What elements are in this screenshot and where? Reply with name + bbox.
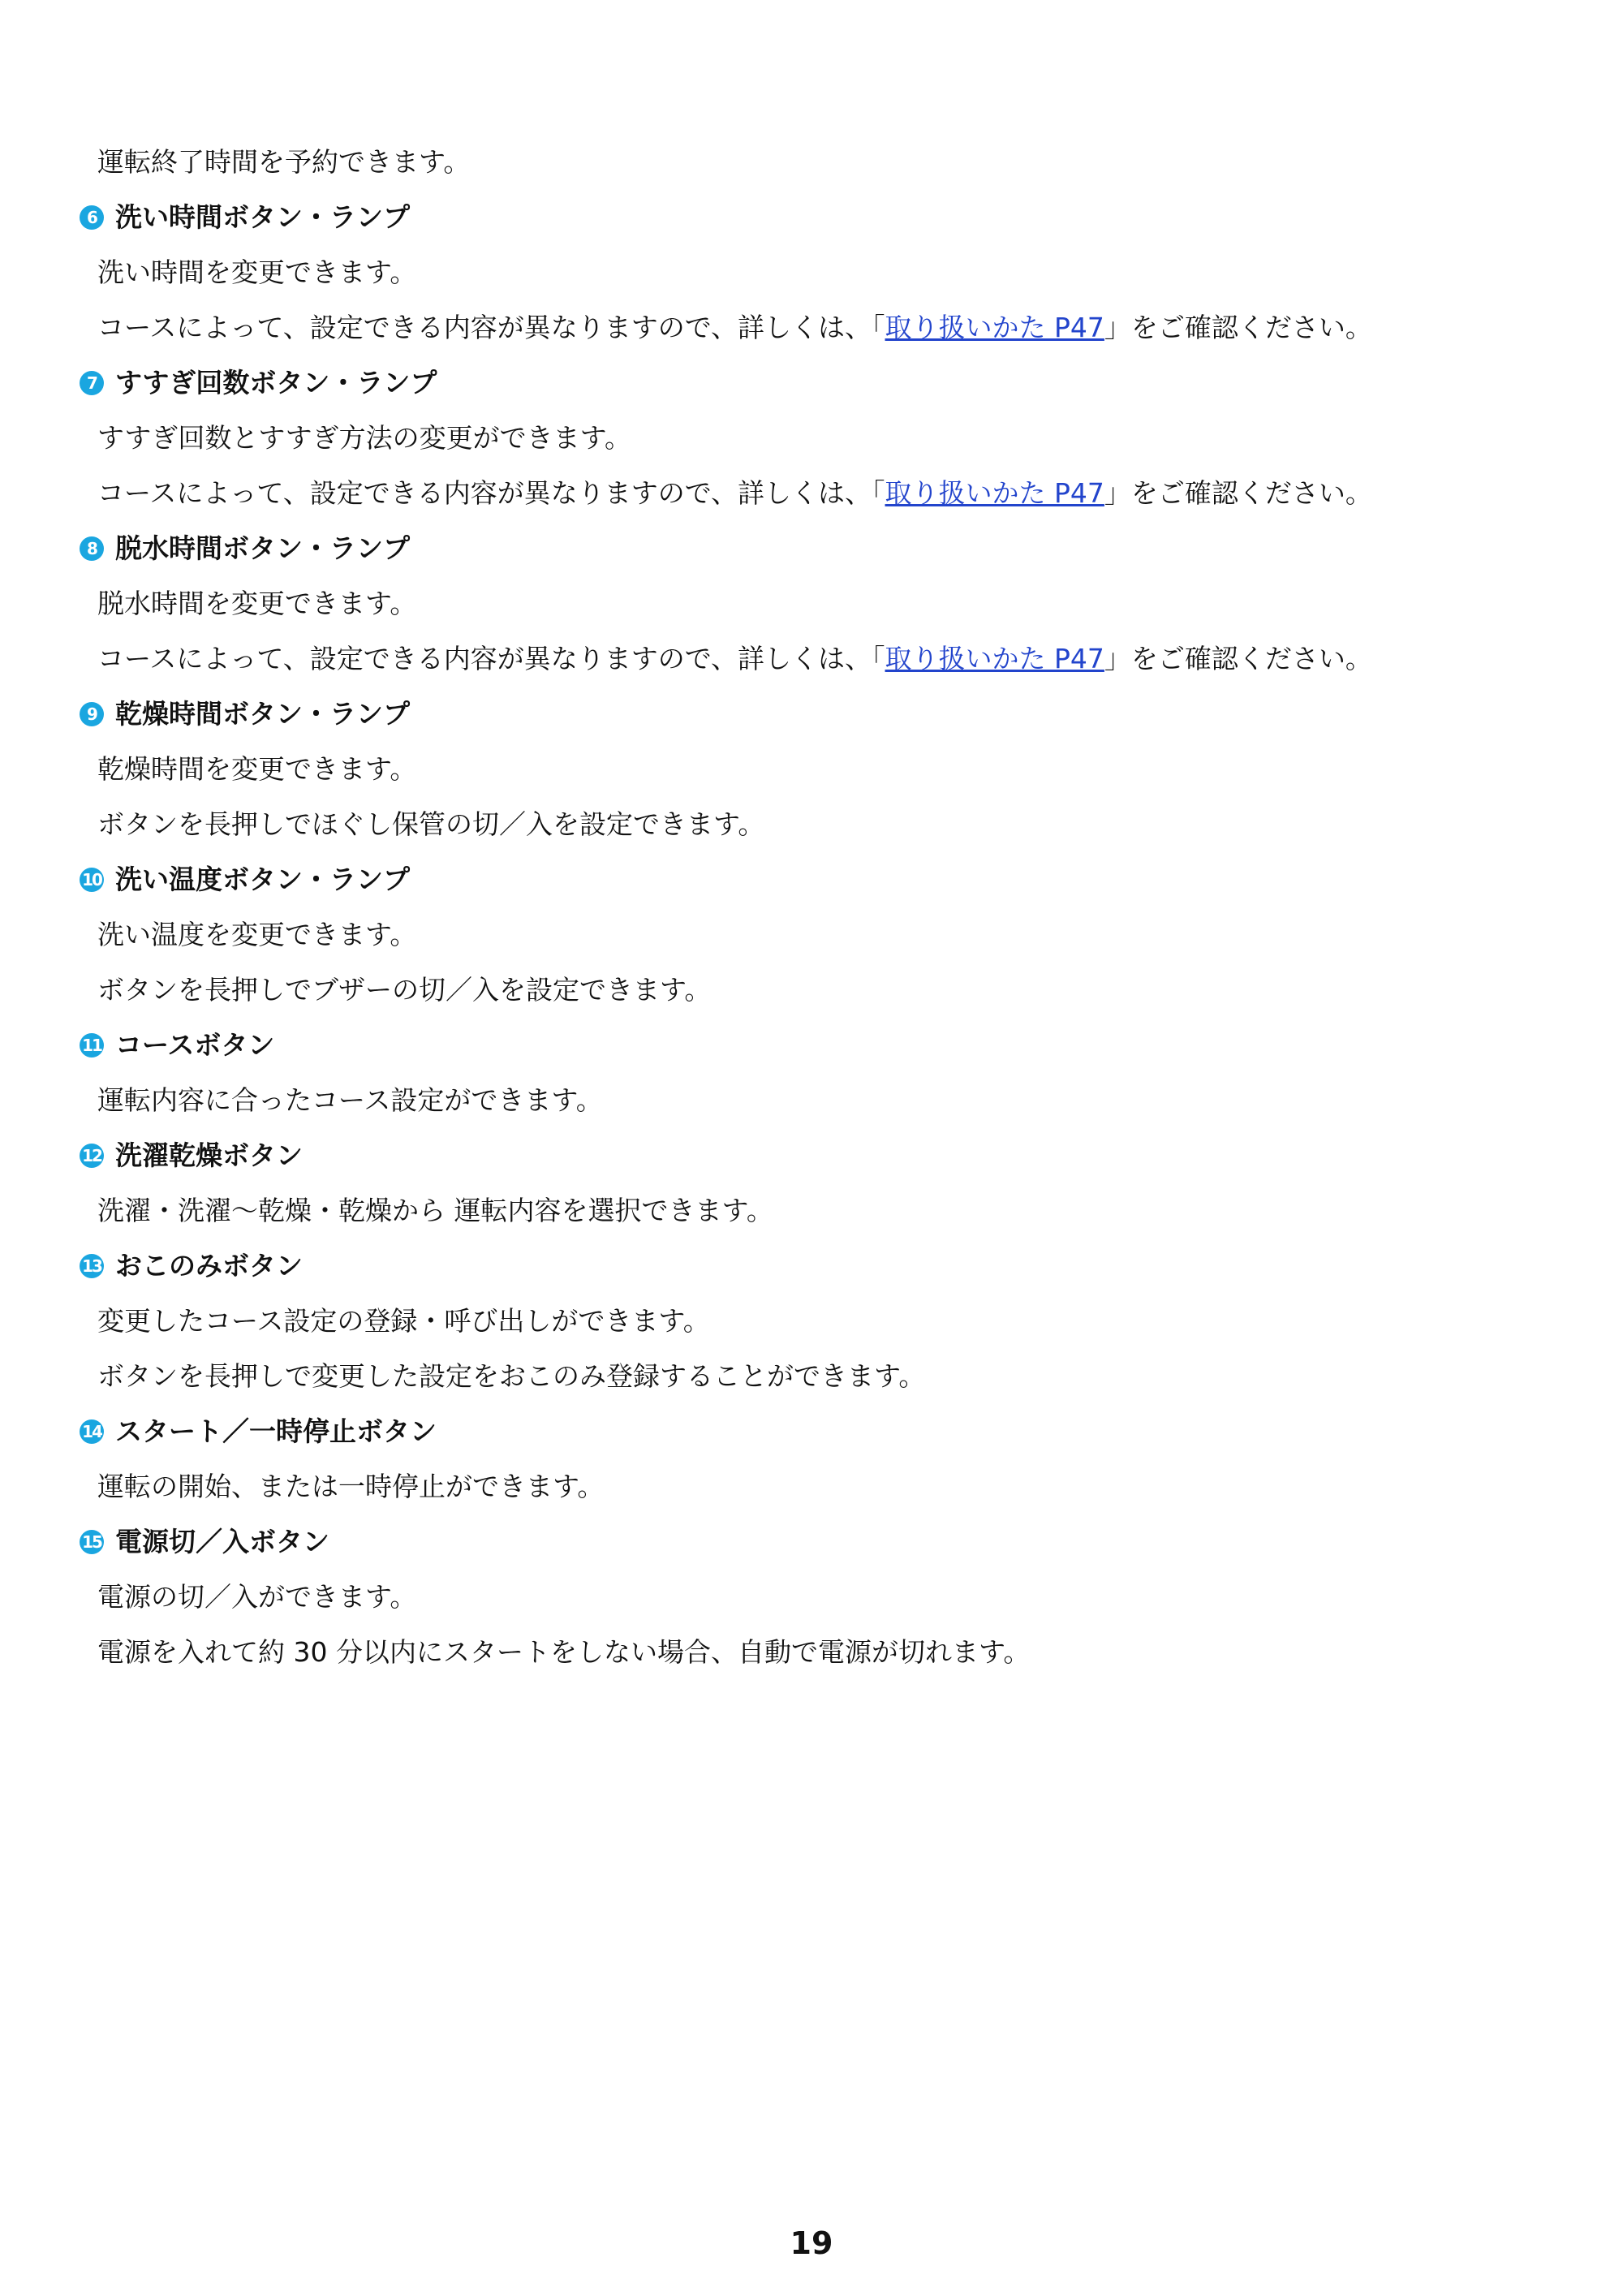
item-14-description: 運転の開始、または一時停止ができます。	[97, 1471, 605, 1502]
item-8-heading	[80, 531, 410, 566]
number-badge-icon: 12	[80, 1144, 104, 1168]
number-badge-icon: 13	[80, 1254, 104, 1278]
item-10-heading	[80, 862, 410, 898]
item-10-description-2: ボタンを長押しでブザーの切／入を設定できます。	[97, 974, 712, 1006]
item-title: 脱水時間ボタン・ランプ	[115, 532, 410, 564]
item-title: 洗い時間ボタン・ランプ	[115, 201, 410, 233]
item-11-description: 運転内容に合ったコース設定ができます。	[97, 1084, 603, 1116]
number-badge-icon: 11	[80, 1033, 104, 1058]
item-15-description: 電源の切／入ができます。	[97, 1581, 417, 1613]
item-7-description: すすぎ回数とすすぎ方法の変更ができます。	[97, 422, 632, 454]
manual-link[interactable]: 取り扱いかた P47	[885, 312, 1104, 343]
item-8-reference	[97, 641, 1372, 677]
manual-link[interactable]: 取り扱いかた P47	[885, 477, 1104, 509]
item-12-description: 洗濯・洗濯～乾燥・乾燥から 運転内容を選択できます。	[97, 1195, 773, 1226]
item-9-description: 乾燥時間を変更できます。	[97, 753, 417, 785]
page-number: 19	[790, 2225, 833, 2261]
item-13-description: 変更したコース設定の登録・呼び出しができます。	[97, 1305, 710, 1337]
item-9-description-2: ボタンを長押しでほぐし保管の切／入を設定できます。	[97, 808, 765, 840]
item-14-heading	[80, 1414, 437, 1450]
number-badge-icon: 6	[80, 205, 104, 230]
reference-text-before: コースによって、設定できる内容が異なりますので、詳しくは、「	[97, 643, 885, 674]
number-badge-icon: 9	[80, 702, 104, 726]
item-6-description: 洗い時間を変更できます。	[97, 256, 417, 288]
item-title: 乾燥時間ボタン・ランプ	[115, 698, 410, 730]
reference-text-after: 」をご確認ください。	[1104, 477, 1372, 509]
item-10-description: 洗い温度を変更できます。	[97, 919, 417, 950]
item-8-description: 脱水時間を変更できます。	[97, 588, 417, 619]
item-12-heading	[80, 1138, 303, 1174]
reference-text-after: 」をご確認ください。	[1104, 643, 1372, 674]
item-title: スタート／一時停止ボタン	[115, 1415, 437, 1447]
item-title: おこのみボタン	[115, 1250, 303, 1282]
manual-link[interactable]: 取り扱いかた P47	[885, 643, 1104, 674]
number-badge-icon: 15	[80, 1530, 104, 1554]
reference-text-after: 」をご確認ください。	[1104, 312, 1372, 343]
item-9-heading	[80, 696, 410, 732]
item-7-heading	[80, 365, 437, 401]
item-title: 洗濯乾燥ボタン	[115, 1139, 303, 1171]
intro-text: 運転終了時間を予約できます。	[97, 146, 471, 178]
reference-text-before: コースによって、設定できる内容が異なりますので、詳しくは、「	[97, 312, 885, 343]
item-title: すすぎ回数ボタン・ランプ	[115, 367, 437, 398]
item-11-heading	[80, 1027, 274, 1063]
item-title: コースボタン	[115, 1029, 275, 1061]
item-13-description-2: ボタンを長押しで変更した設定をおこのみ登録することができます。	[97, 1360, 926, 1392]
number-badge-icon: 8	[80, 536, 104, 561]
item-title: 電源切／入ボタン	[115, 1526, 329, 1557]
number-badge-icon: 14	[80, 1419, 104, 1444]
item-6-reference	[97, 310, 1372, 346]
item-title: 洗い温度ボタン・ランプ	[115, 864, 410, 895]
item-7-reference	[97, 476, 1372, 511]
item-15-description-2: 電源を入れて約 30 分以内にスタートをしない場合、自動で電源が切れます。	[97, 1636, 1031, 1668]
number-badge-icon: 10	[80, 868, 104, 892]
reference-text-before: コースによって、設定できる内容が異なりますので、詳しくは、「	[97, 477, 885, 509]
item-6-heading	[80, 200, 410, 235]
item-15-heading	[80, 1524, 329, 1560]
item-13-heading	[80, 1248, 303, 1284]
number-badge-icon: 7	[80, 371, 104, 395]
